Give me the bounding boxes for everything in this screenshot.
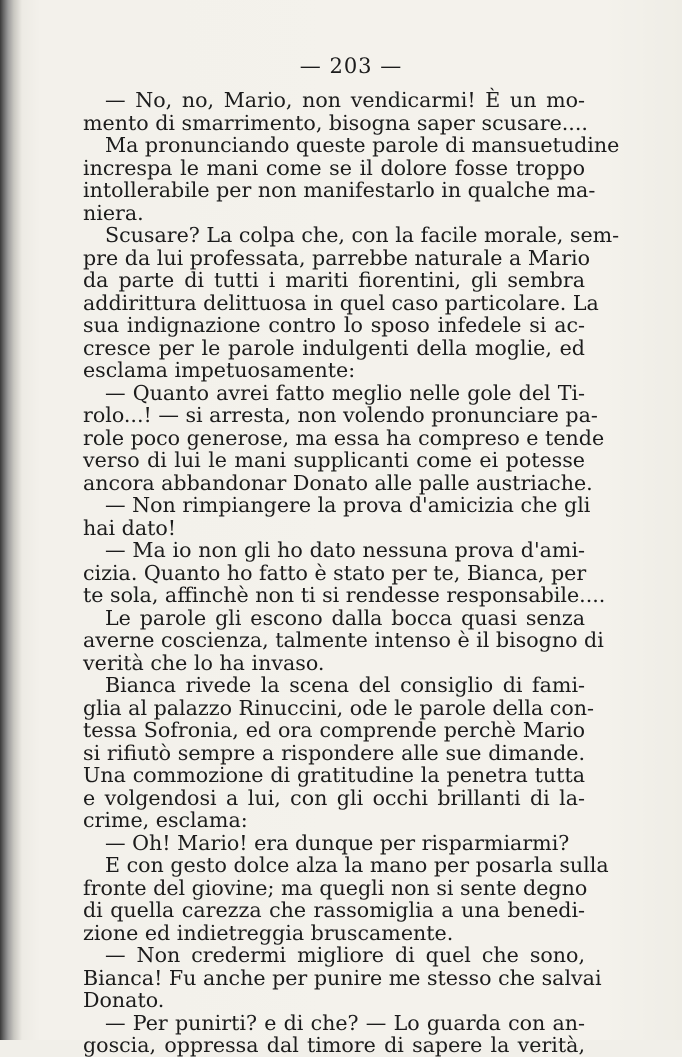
text-line: intollerabile per non manifestarlo in qualche ma-	[83, 178, 596, 202]
text-line: — Oh! Mario! era dunque per risparmiarmi?	[105, 830, 570, 855]
text-line: esclama impetuosamente:	[83, 358, 356, 382]
text-line: cresce per le parole indulgenti della moglie, ed	[83, 335, 585, 360]
text-line: crime, esclama:	[83, 808, 248, 832]
text-line: Una commozione di gratitudine la penetra tutta	[83, 763, 585, 787]
text-line: da parte di tutti i mariti fiorentini, gli sembra	[83, 268, 585, 292]
text-line: — Ma io non gli ho dato nessuna prova d'ami-	[105, 538, 585, 562]
text-line: pre da lui professata, parrebbe naturale a Mario	[83, 245, 591, 270]
text-line: glia al palazzo Rinuccini, ode le parole della con-	[83, 695, 594, 720]
text-line: si rifiutò sempre a rispondere alle sue dimande.	[83, 740, 585, 765]
body-text	[83, 88, 620, 1057]
text-line: hai dato!	[83, 515, 177, 540]
text-line: — Quanto avrei fatto meglio nelle gole del Ti-	[105, 380, 585, 405]
text-line: increspa le mani come se il dolore fosse troppo	[83, 155, 585, 180]
text-line: di quella carezza che rassomiglia a una benedi-	[83, 898, 585, 922]
text-line: cizia. Quanto ho fatto è stato per te, Bianca, per	[83, 560, 587, 585]
text-line: addirittura delittuosa in quel caso particolare. La	[83, 290, 599, 315]
text-line: ancora abbandonar Donato alle palle austriache.	[83, 470, 593, 495]
text-line: fronte del giovine; ma quegli non si sente degno	[83, 875, 588, 900]
text-line: Scusare? La colpa che, con la facile morale, sem-	[105, 223, 620, 247]
book-binding-edge	[0, 0, 22, 1040]
text-line: niera.	[83, 200, 144, 225]
text-line: mento di smarrimento, bisogna saper scusare....	[83, 110, 588, 135]
text-line: — Non credermi migliore di quel che sono,	[105, 943, 585, 967]
text-line: goscia, oppressa dal timore di sapere la verità,	[83, 1033, 585, 1057]
text-line: — No, no, Mario, non vendicarmi! È un mo-	[105, 88, 585, 112]
text-line: te sola, affinchè non ti si rendesse responsabile....	[83, 583, 606, 607]
text-line: verso di lui le mani supplicanti come ei potesse	[83, 448, 585, 472]
text-line: Ma pronunciando queste parole di mansuetudine	[105, 133, 620, 157]
text-line: — Non rimpiangere la prova d'amicizia che gli	[105, 493, 591, 517]
text-line: rolo...! — si arresta, non volendo pronunciare pa-	[83, 403, 598, 427]
text-line: Donato.	[83, 988, 165, 1012]
text-line: verità che lo ha invaso.	[83, 650, 325, 675]
text-line: — Per punirti? e di che? — Lo guarda con an-	[105, 1010, 585, 1035]
text-line: E con gesto dolce alza la mano per posarla sulla	[105, 853, 609, 877]
text-line: averne coscienza, talmente intenso è il bisogno di	[83, 628, 604, 652]
text-line: sua indignazione contro lo sposo infedele si ac-	[83, 313, 585, 337]
page-number: — 203 —	[299, 54, 403, 78]
text-line: role poco generose, ma essa ha compreso e tende	[83, 425, 605, 450]
text-line: zione ed indietreggia bruscamente.	[83, 920, 454, 945]
text-line: Bianca rivede la scena del consiglio di fami-	[105, 673, 585, 697]
text-line: Le parole gli escono dalla bocca quasi senza	[105, 605, 585, 630]
text-line: e volgendosi a lui, con gli occhi brillanti di la-	[83, 785, 585, 810]
text-line: tessa Sofronia, ed ora comprende perchè Mario	[83, 718, 585, 742]
text-line: Bianca! Fu anche per punire me stesso che salvai	[83, 965, 602, 990]
